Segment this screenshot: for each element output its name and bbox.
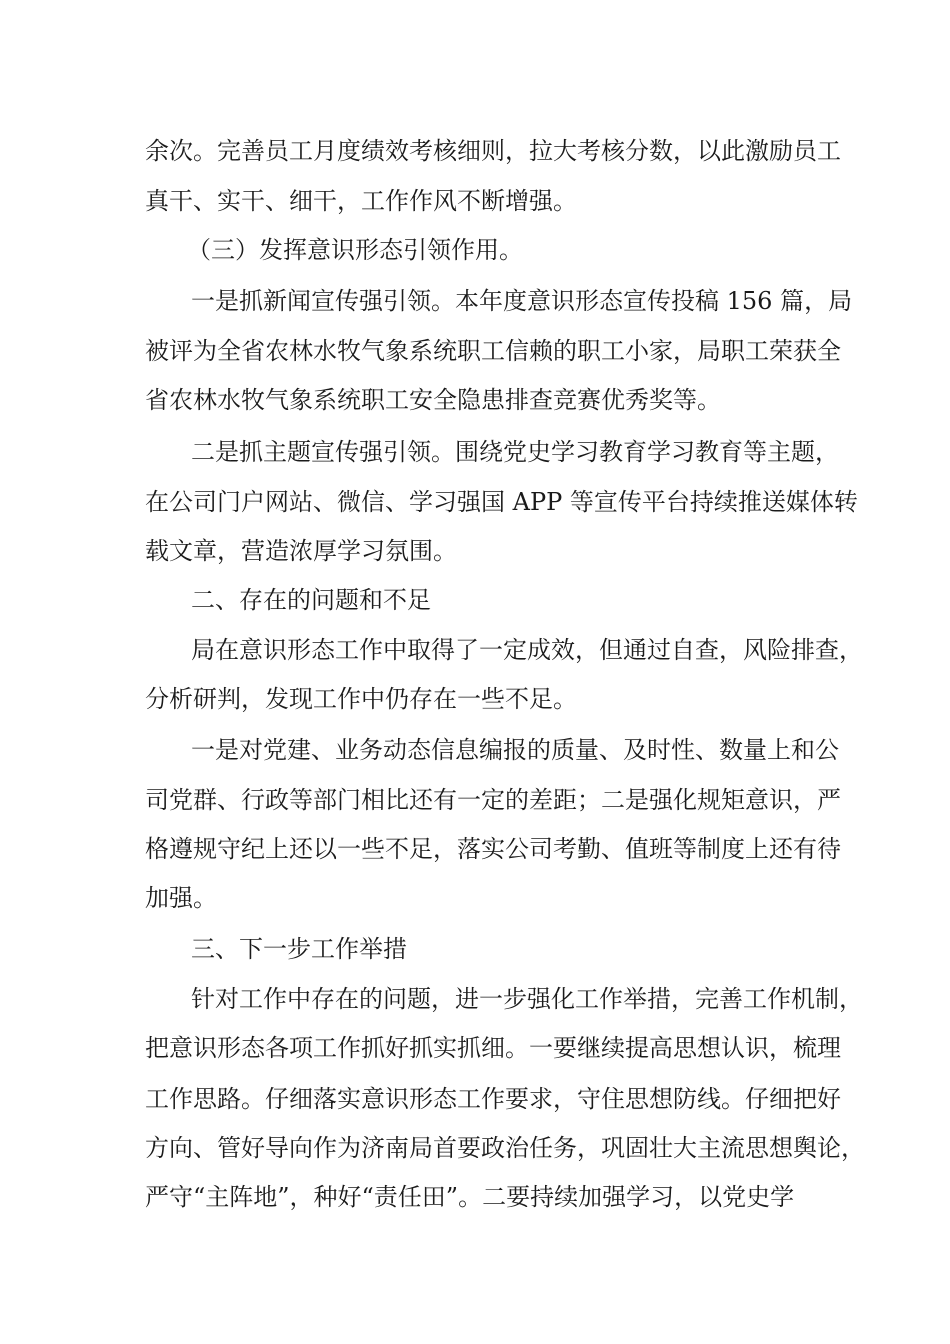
text-line: 余次。完善员工月度绩效考核细则，拉大考核分数，以此激励员工 xyxy=(145,137,841,165)
section-heading: 二、存在的问题和不足 xyxy=(191,586,431,614)
paragraph-start: 一是对党建、业务动态信息编报的质量、及时性、数量上和公 xyxy=(191,736,839,764)
text-line: 在公司门户网站、微信、学习强国 APP 等宣传平台持续推送媒体转 xyxy=(145,488,858,516)
text-line: 真干、实干、细干，工作作风不断增强。 xyxy=(145,187,577,215)
text-line: 严守“主阵地”，种好“责任田”。二要持续加强学习，以党史学 xyxy=(145,1183,795,1211)
section-heading: 三、下一步工作举措 xyxy=(191,935,407,963)
paragraph-start: 一是抓新闻宣传强引领。本年度意识形态宣传投稿 156 篇，局 xyxy=(191,287,853,315)
text-line: 方向、管好导向作为济南局首要政治任务，巩固壮大主流思想舆论， xyxy=(145,1134,865,1162)
paragraph-start: 二是抓主题宣传强引领。围绕党史学习教育学习教育等主题， xyxy=(191,438,839,466)
text-line: 把意识形态各项工作抓好抓实抓细。一要继续提高思想认识，梳理 xyxy=(145,1034,841,1062)
text-line: 格遵规守纪上还以一些不足，落实公司考勤、值班等制度上还有待 xyxy=(145,835,841,863)
text-line: 工作思路。仔细落实意识形态工作要求，守住思想防线。仔细把好 xyxy=(145,1085,841,1113)
text-line: 分析研判，发现工作中仍存在一些不足。 xyxy=(145,685,577,713)
text-line: 省农林水牧气象系统职工安全隐患排查竞赛优秀奖等。 xyxy=(145,386,721,414)
text-line: 载文章，营造浓厚学习氛围。 xyxy=(145,537,457,565)
section-heading: （三）发挥意识形态引领作用。 xyxy=(187,236,523,264)
paragraph-start: 针对工作中存在的问题，进一步强化工作举措，完善工作机制， xyxy=(191,985,863,1013)
paragraph-start: 局在意识形态工作中取得了一定成效，但通过自查，风险排查， xyxy=(191,636,863,664)
text-line: 加强。 xyxy=(145,884,217,912)
text-line: 司党群、行政等部门相比还有一定的差距；二是强化规矩意识，严 xyxy=(145,786,841,814)
text-line: 被评为全省农林水牧气象系统职工信赖的职工小家，局职工荣获全 xyxy=(145,337,841,365)
